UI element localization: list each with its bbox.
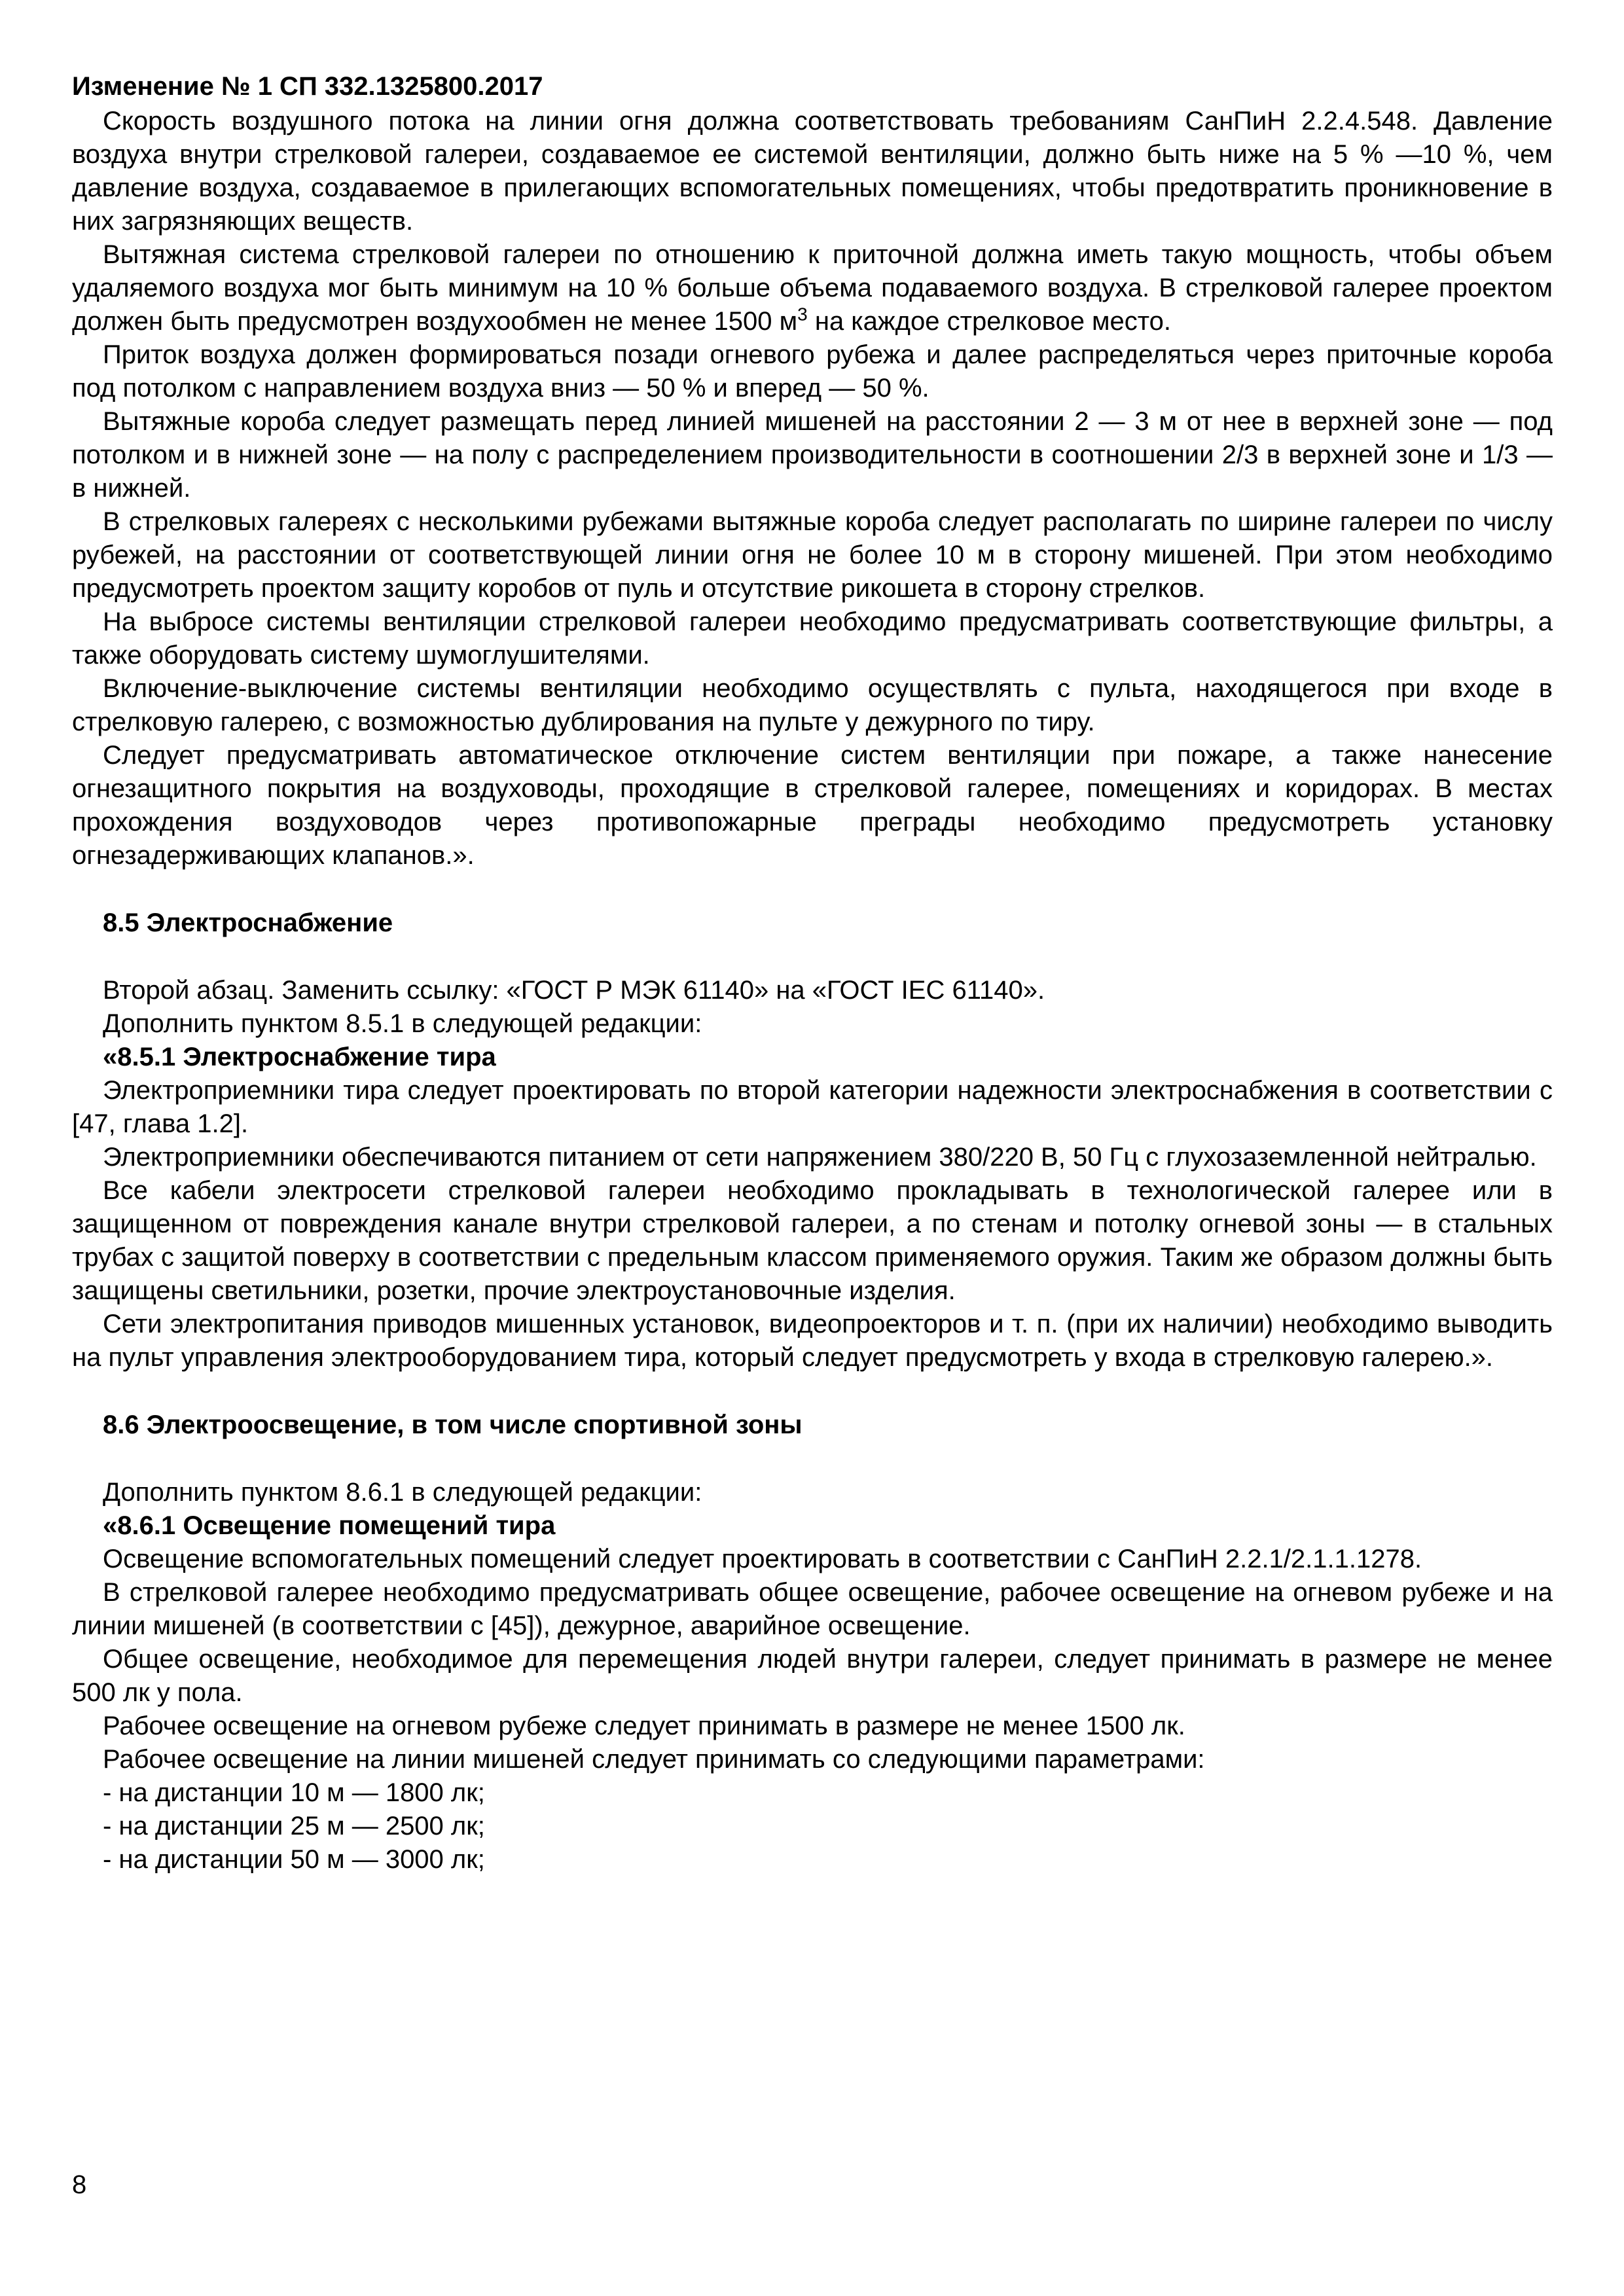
- paragraph: Вытяжные короба следует размещать перед линией мишеней на расстоянии 2 — 3 м от нее в верхней зоне — под потолком и в нижней зоне — на полу с распределением производительности в соотношении 2/3 в верхней зоне и 1/3 — в нижней.: [72, 407, 1553, 503]
- paragraph: Скорость воздушного потока на линии огня должна соответствовать требованиям СанПиН 2.2.4.548. Давление воздуха внутри стрелковой галереи, создаваемое ее системой вентиляции, должно быть ниже на 5 % —10 %, чем давление воздуха, создаваемое в прилегающих вспомогательных помещениях, чтобы предотвратить проникновение в них загрязняющих веществ.: [72, 107, 1553, 236]
- paragraph: Следует предусматривать автоматическое отключение систем вентиляции при пожаре, а также нанесение огнезащитного покрытия на воздуховоды, проходящие в стрелковой галерее, помещениях и коридорах. В местах прохождения воздуховодов через противопожарные преграды необходимо предусмотреть установку огнезадерживающих клапанов.».: [72, 741, 1553, 870]
- paragraph: Дополнить пунктом 8.5.1 в следующей редакции:: [103, 1009, 702, 1038]
- paragraph: В стрелковых галереях с несколькими рубежами вытяжные короба следует располагать по ширине галереи по числу рубежей, на расстоянии от соответствующей линии огня не более 10 м в сторону мишеней. При этом необходимо предусмотреть проектом защиту коробов от пуль и отсутствие рикошета в сторону стрелков.: [72, 507, 1553, 603]
- paragraph: Второй абзац. Заменить ссылку: «ГОСТ Р МЭК 61140» на «ГОСТ IEC 61140».: [103, 976, 1045, 1005]
- paragraph: На выбросе системы вентиляции стрелковой галереи необходимо предусматривать соответствующие фильтры, а также оборудовать систему шумоглушителями.: [72, 607, 1553, 670]
- section-heading: 8.6 Электроосвещение, в том числе спортивной зоны: [103, 1410, 803, 1439]
- subsection-heading: «8.5.1 Электроснабжение тира: [103, 1043, 496, 1071]
- paragraph: Сети электропитания приводов мишенных установок, видеопроекторов и т. п. (при их наличии) необходимо выводить на пульт управления электрооборудованием тира, который следует предусмотреть у входа в стрелковую галерею.».: [72, 1310, 1553, 1372]
- paragraph: Электроприемники обеспечиваются питанием от сети напряжением 380/220 В, 50 Гц с глухозаземленной нейтралью.: [103, 1143, 1537, 1172]
- paragraph: В стрелковой галерее необходимо предусматривать общее освещение, рабочее освещение на огневом рубеже и на линии мишеней (в соответствии с [45]), дежурное, аварийное освещение.: [72, 1578, 1553, 1640]
- paragraph: Рабочее освещение на огневом рубеже следует принимать в размере не менее 1500 лк.: [103, 1712, 1185, 1740]
- list-item: - на дистанции 10 м — 1800 лк;: [103, 1778, 485, 1807]
- subsection-heading: «8.6.1 Освещение помещений тира: [103, 1511, 556, 1540]
- paragraph: Рабочее освещение на линии мишеней следует принимать со следующими параметрами:: [103, 1745, 1205, 1774]
- list-item: - на дистанции 50 м — 3000 лк;: [103, 1845, 485, 1874]
- paragraph: Все кабели электросети стрелковой галереи необходимо прокладывать в технологической галерее или в защищенном от повреждения канале внутри стрелковой галереи, а по стенам и потолку огневой зоны — в стальных трубах с защитой поверху в соответствии с предельным классом применяемого оружия. Таким же образом должны быть защищены светильники, розетки, прочие электроустановочные изделия.: [72, 1176, 1553, 1305]
- paragraph: Включение-выключение системы вентиляции необходимо осуществлять с пульта, находящегося при входе в стрелковую галерею, с возможностью дублирования на пульте у дежурного по тиру.: [72, 674, 1553, 736]
- list-item: - на дистанции 25 м — 2500 лк;: [103, 1812, 485, 1840]
- page-number: 8: [72, 2170, 87, 2199]
- paragraph: Общее освещение, необходимое для перемещения людей внутри галереи, следует принимать в размере не менее 500 лк у пола.: [72, 1645, 1553, 1707]
- paragraph: Приток воздуха должен формироваться позади огневого рубежа и далее распределяться через приточные короба под потолком с направлением воздуха вниз — 50 % и вперед — 50 %.: [72, 340, 1553, 403]
- superscript-text: 3: [797, 304, 808, 325]
- paragraph: Электроприемники тира следует проектировать по второй категории надежности электроснабжения в соответствии с [47, глава 1.2].: [72, 1076, 1553, 1138]
- text-run: Вытяжная система стрелковой галереи по отношению к приточной должна иметь такую мощность, чтобы объем удаляемого воздуха мог быть минимум на 10 % больше объема подаваемого воздуха. В стрелковой галерее проектом должен быть предусмотрен воздухообмен не менее 1500 м: [72, 240, 1553, 336]
- document-header: Изменение № 1 СП 332.1325800.2017: [72, 72, 543, 101]
- paragraph: Освещение вспомогательных помещений следует проектировать в соответствии с СанПиН 2.2.1/2.1.1.1278.: [103, 1545, 1422, 1573]
- document-content: [72, 105, 1553, 1876]
- paragraph: [72, 238, 1553, 338]
- paragraph: Дополнить пунктом 8.6.1 в следующей редакции:: [103, 1478, 702, 1507]
- text-run: на каждое стрелковое место.: [807, 307, 1172, 336]
- section-heading: 8.5 Электроснабжение: [103, 908, 393, 937]
